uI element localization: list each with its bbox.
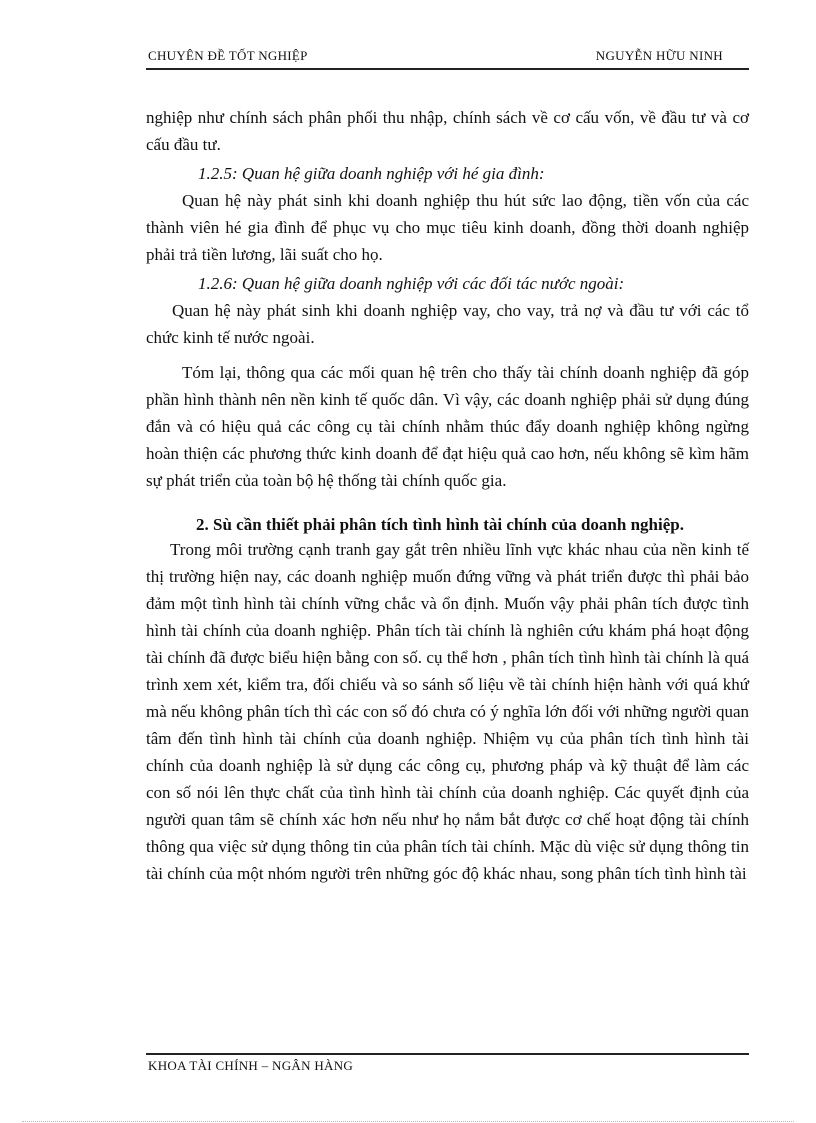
- subheading-1-2-6: 1.2.6: Quan hệ giữa doanh nghiệp với các đối tác nước ngoài:: [198, 274, 625, 293]
- header-title: CHUYÊN ĐỀ TỐT NGHIỆP: [148, 48, 308, 63]
- paragraph-continued: nghiệp như chính sách phân phối thu nhập, chính sách về cơ cấu vốn, về đầu tư và cơ cấu đầu tư.: [146, 108, 749, 154]
- paragraph-household: Quan hệ này phát sinh khi doanh nghiệp thu hút sức lao động, tiền vốn của các thành viên hé gia đình để phục vụ cho mục tiêu kinh doanh, đồng thời doanh nghiệp phải trả tiền lương, lãi suất cho họ.: [146, 191, 749, 264]
- page-header: [146, 46, 749, 70]
- paragraph-necessity: Trong môi trường cạnh tranh gay gắt trên nhiều lĩnh vực khác nhau của nền kinh tế thị trường hiện nay, các doanh nghiệp muốn đứng vững và phát triển được thì phải bảo đảm một tình hình tài chính vững chắc và ổn định. Muốn vậy phải phân tích được tình hình tài chính của doanh nghiệp. Phân tích tài chính là nghiên cứu khám phá hoạt động tài chính đã được biểu hiện bằng con số. cụ thể hơn , phân tích tình hình tài chính là quá trình xem xét, kiểm tra, đối chiếu và so sánh số liệu về tài chính hiện hành với quá khứ mà nếu không phân tích thì các con số đó chưa có ý nghĩa lớn đối với những người quan tâm đến tình hình tài chính của doanh nghiệp. Nhiệm vụ của phân tích tình hình tài chính của doanh nghiệp là sử dụng các công cụ, phương pháp và kỹ thuật để làm các con số nói lên thực chất của tình hình tài chính của doanh nghiệp. Các quyết định của người quan tâm sẽ chính xác hơn nếu như họ nắm bắt được cơ chế hoạt động tài chính thông qua việc sử dụng thông tin của phân tích tài chính. Mặc dù việc sử dụng thông tin tài chính của một nhóm người trên những góc độ khác nhau, song phân tích tình hình tài: [146, 540, 749, 883]
- page-edge-divider: [22, 1121, 794, 1122]
- document-body: [146, 104, 749, 887]
- paragraph-summary: Tóm lại, thông qua các mối quan hệ trên cho thấy tài chính doanh nghiệp đã góp phần hình thành nên nền kinh tế quốc dân. Vì vậy, các doanh nghiệp phải sử dụng đúng đắn và có hiệu quả các công cụ tài chính nhằm thúc đẩy doanh nghiệp không ngừng hoàn thiện các phương thức kinh doanh để đạt hiệu quả cao hơn, nếu không sẽ kìm hãm sự phát triển của toàn bộ hệ thống tài chính quốc gia.: [146, 363, 749, 490]
- page-footer: [146, 1053, 749, 1073]
- section-heading-2: 2. Sù cần thiết phải phân tích tình hình tài chính của doanh nghiệp.: [196, 515, 684, 534]
- footer-department: KHOA TÀI CHÍNH – NGÂN HÀNG: [148, 1058, 354, 1073]
- paragraph-foreign: Quan hệ này phát sinh khi doanh nghiệp vay, cho vay, trả nợ và đầu tư với các tổ chức kinh tế nước ngoài.: [146, 301, 749, 347]
- header-author: NGUYỄN HỮU NINH: [595, 48, 723, 63]
- subheading-1-2-5: 1.2.5: Quan hệ giữa doanh nghiệp với hé gia đình:: [198, 164, 545, 183]
